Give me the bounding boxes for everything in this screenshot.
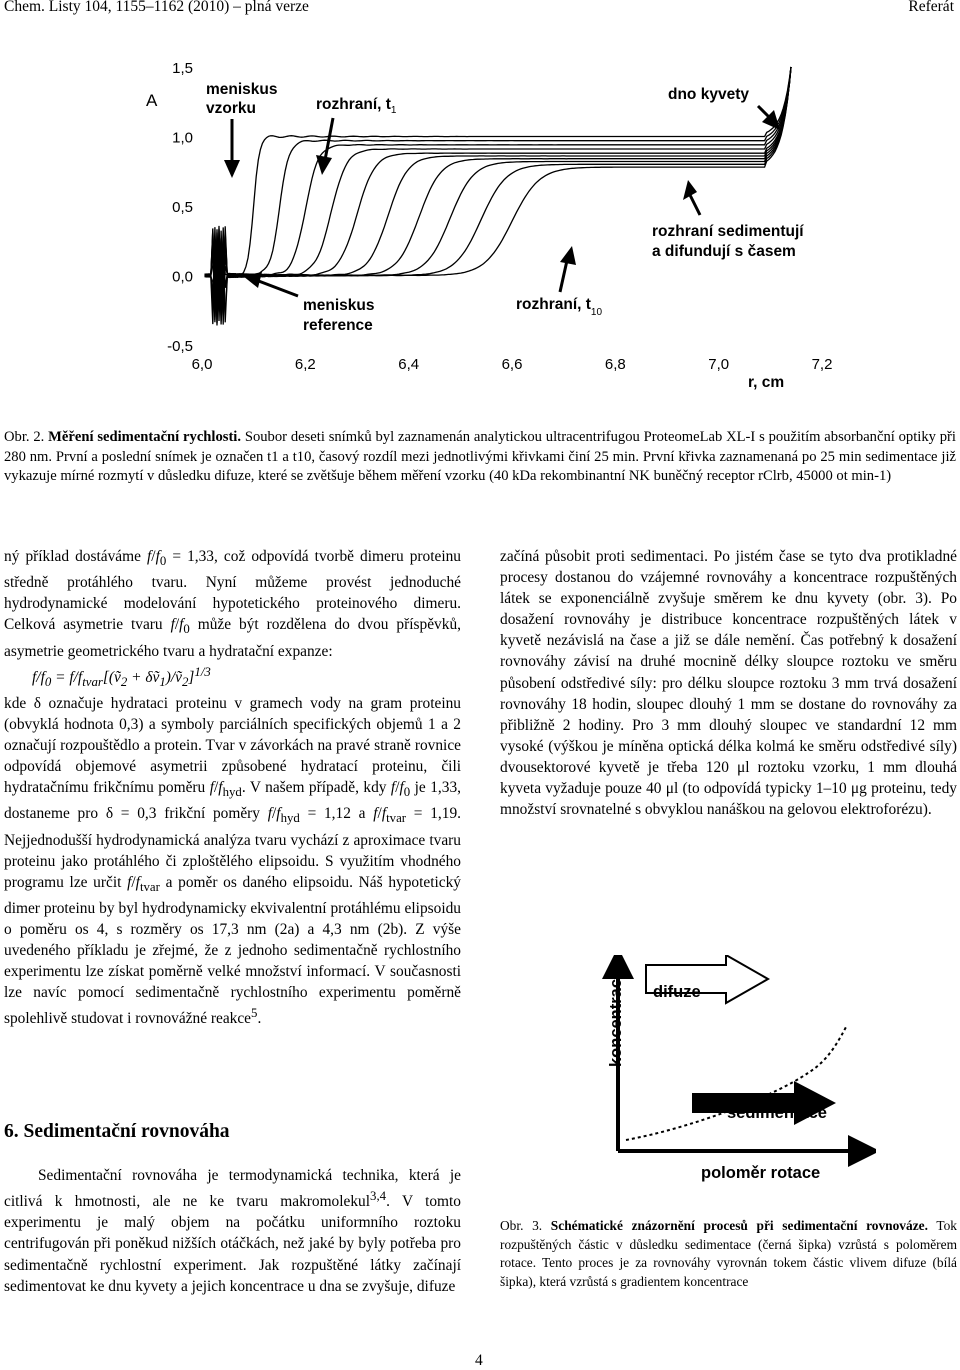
formula: $f/f_0$ = $f/f_{tvar}[(ṽ_2$ + δṽ$_1$)/ṽ$_2$]$^{1/3}$ — [32, 664, 211, 689]
figure-2-caption-text: Soubor deseti snímků byl zaznamenán analytickou ultracentrifugou ProteomeLab XL-I s použitím absorbanční optiky při 280 nm. První a poslední snímek je označen t1 a t10, časový rozdíl mezi jednotlivými křivkami činí 25 min. První křivka zaznamenaná po 25 min sedimentace již vykazuje mírné rozmytí v důsledku difuze, které se zvětšuje během měření vzorku (40 kDa rekombinantní NK buněčný receptor rClrb, 45000 ot min-1) — [4, 429, 956, 484]
curve-t5 — [205, 67, 791, 324]
paragraph: Sedimentační rovnováha je termodynamická technika, která je citlivá k hmotnosti, ale ne ke tvaru makromolekul$^{3,4}$. V tomto experimentu je malý objem na počátku uniformního roztoku centrifugován při poněkud nižších otáčkách, než jaké by byly potřeba pro sedimentačně rychlostní experiment. Jak rozpuštěné látky začínají sedimentovat ke dnu kyvety a jejich koncentrace u dna se zvyšuje, difuze — [4, 1167, 461, 1295]
diffusion-label: difuze — [653, 983, 701, 1001]
meniscus-reference-label-2: reference — [303, 317, 373, 334]
figure-3-caption — [500, 1217, 957, 1291]
meniscus-reference-label-1: meniskus — [303, 297, 375, 314]
y-tick-label: 0,5 — [172, 199, 193, 216]
concentration-label: koncentrace — [607, 969, 625, 1067]
figure-2-caption-title: Měření sedimentační rychlosti. — [48, 429, 242, 445]
interface-t10-label: rozhraní, $t_{10}$ — [516, 296, 603, 318]
sedimentation-label: sedimentace — [727, 1104, 827, 1122]
sedimenting-arrow — [683, 180, 700, 215]
concentration-curve — [626, 1027, 846, 1140]
panel-label: A — [146, 91, 158, 110]
curve-t1 — [205, 67, 791, 326]
figure-3-caption-text: Tok rozpuštěných částic v důsledku sedimentace (černá šipka) vzrůstá s poloměrem rotace. Tento proces je za rovnováhy vyrovnán tokem částic vlivem difuze (bílá šipka), která vzrůstá s gradientem koncentrace — [500, 1218, 957, 1289]
y-tick-label: 1,5 — [172, 60, 193, 77]
curve-t9 — [205, 67, 791, 321]
figure-3-schematic — [596, 955, 876, 1190]
curve-t10 — [205, 67, 791, 317]
x-tick-label: 6,6 — [501, 356, 523, 373]
x-tick-label: 6,2 — [294, 356, 316, 373]
x-axis-unit-label: r, cm — [748, 374, 785, 391]
meniscus-sample-label-2: vzorku — [206, 100, 256, 117]
curve-t3 — [205, 67, 791, 325]
figure-2-chart — [0, 0, 960, 420]
cell-bottom-label: dno kyvety — [668, 86, 749, 103]
curve-t8 — [205, 67, 791, 315]
y-tick-label: -0,5 — [167, 338, 193, 355]
curve-t7 — [205, 67, 791, 323]
interface-t10-arrow — [560, 246, 576, 292]
meniscus-sample-arrow — [224, 119, 240, 178]
left-column — [4, 546, 461, 1030]
x-tick-label: 6,4 — [398, 356, 420, 373]
x-tick-label: 6,0 — [191, 356, 213, 373]
figure-3-caption-label: Obr. 3. — [500, 1218, 543, 1233]
radius-label: poloměr rotace — [701, 1164, 821, 1182]
y-tick-label: 0,0 — [172, 268, 193, 286]
paragraph: začíná působit proti sedimentaci. Po jistém čase se tyto dva protikladné procesy dostanou do vzájemné rovnováhy a koncentrace rozpuštěných látek se exponenciálně zvyšuje směrem ke dnu kyvety (obr. 3). Po dosažení rovnováhy je distribuce koncentrace rozpuštěných látek v kyvetě nezávislá na čase a již se dále nemění. Čas potřebný k dosažení rovnováhy závisí na druhé mocnině délky sloupce roztoku ve směru působení odstředivé síly: pro délku sloupce roztoku 3 mm trvá dosažení rovnováhy 18 hodin, sloupec dlouhý 1 mm se dostane do rovnováhy za přibližně 2 hodiny. Pro 3 mm dlouhý sloupec ve standardní 12 mm vysoké (výškou je míněna optická délka kolmá ke směru odstředivé síly) dvousektorové kyvetě je třeba 120 μl roztoku vzorku, 1 mm dlouhá kyveta vyžaduje pouze 40 μl (to odpovídá typicky 1–10 μg proteinu, tedy množství srovnatelné s obvyklou nanáškou na gelovou elektroforézu). — [500, 548, 957, 819]
paragraph: ný příklad dostáváme $f/f_0 = 1,33$, což odpovídá tvorbě dimeru proteinu středně protáhlého tvaru. Nyní můžeme provést jednoduché hydrodynamické modelování hypotetického proteinového dimeru. Celková asymetrie tvaru $f/f_0$ může být rozdělena do dvou příspěvků, asymetrie geometrického tvaru a hydratační expanze: — [4, 548, 461, 660]
figure-2-caption-label: Obr. 2. — [4, 429, 45, 445]
sedimenting-label-2: a difundují s časem — [652, 243, 796, 260]
figure-2-caption — [4, 428, 956, 487]
page-number: 4 — [475, 1352, 483, 1369]
journal-header: Chem. Listy 104, 1155–1162 (2010) – plná verze — [4, 0, 309, 15]
meniscus-sample-label-1: meniskus — [206, 81, 278, 98]
x-tick-label: 7,2 — [811, 356, 833, 373]
cell-bottom-arrow — [758, 106, 780, 130]
section-heading: 6. Sedimentační rovnováha — [4, 1121, 230, 1142]
figure-3-caption-title: Schématické znázornění procesů při sedimentační rovnováze. — [550, 1218, 928, 1233]
left-column-section-6 — [4, 1165, 461, 1297]
right-column — [500, 546, 957, 820]
interface-t1-arrow — [316, 118, 333, 175]
interface-t1-label: rozhraní, $t_1$ — [316, 96, 397, 116]
x-tick-label: 6,8 — [604, 356, 626, 373]
sedimenting-label-1: rozhraní sedimentují — [652, 223, 804, 240]
section-header: Referát — [908, 0, 954, 15]
paragraph: kde δ označuje hydrataci proteinu v gramech vody na gram proteinu (obvyklá hodnota 0,3) a symboly parciálních specifických objemů 1 a 2 označují rozpouštědlo a protein. Tvar v závorkách na pravé straně rovnice odpovídá objemové asymetrii způsobené hydratací proteinu, čili hydratačnímu frikčnímu poměru $f/f_{hyd}$. V našem případě, kdy $f/f_0$ je 1,33, dostaneme pro δ = 0,3 frikční poměry $f/f_{hyd} = 1,12$ a $f/f_{tvar} = 1,19$. Nejjednodušší hydrodynamická analýza tvaru vychází z aproximace tvaru proteinu jako protáhlého či zploštělého elipsoidu. S využitím vhodného programu lze určit $f/f_{tvar}$ a poměr os daného elipsoidu. Náš hypotetický dimer proteinu by byl hydrodynamicky ekvivalentní protáhlému elipsoidu o poměru os 4, s rozměry os 17,3 nm (2a) a 4,3 nm (2b). Z výše uvedeného příkladu je zřejmé, že z jednoho sedimentačně rychlostního experimentu lze získat poměrně velké množství informací. V současnosti lze navíc pomocí sedimentačně rychlostního experimentu poměrně spolehlivě studovat i rovnovážné reakce$^5$. — [4, 694, 461, 1028]
x-tick-label: 7,0 — [708, 356, 730, 373]
y-tick-label: 1,0 — [172, 129, 193, 147]
